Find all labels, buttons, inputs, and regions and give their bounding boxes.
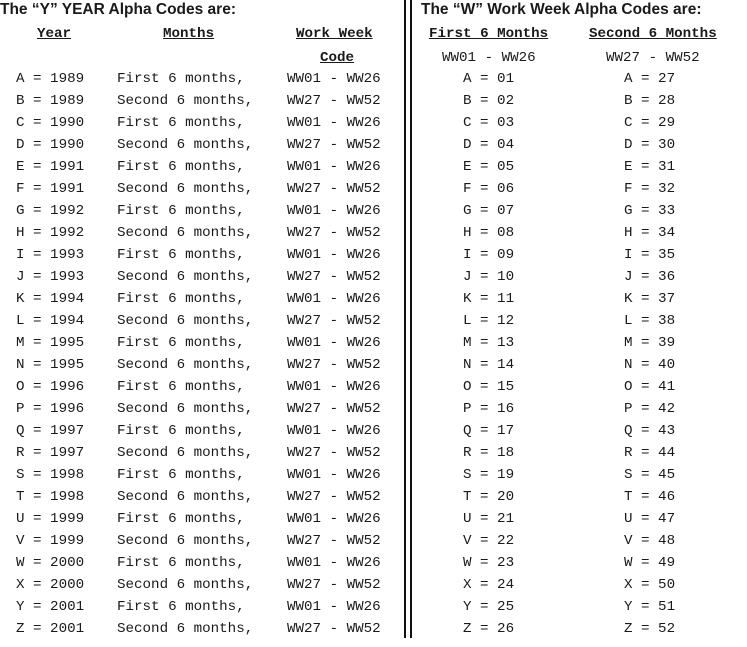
year-code-cell: U = 1999	[16, 511, 85, 527]
second-half-week-code-cell: N = 40	[624, 357, 676, 373]
work-week-range-cell: WW27 - WW52	[287, 401, 381, 417]
year-code-cell: Y = 2001	[16, 599, 85, 615]
year-codes-title: The “Y” YEAR Alpha Codes are:	[0, 1, 236, 18]
first-half-week-code-cell: S = 19	[463, 467, 515, 483]
year-code-cell: E = 1991	[16, 159, 85, 175]
first-half-week-code-cell: T = 20	[463, 489, 515, 505]
half-year-cell: Second 6 months,	[117, 225, 254, 241]
year-code-row	[0, 90, 402, 112]
year-code-row	[0, 332, 402, 354]
year-code-cell: G = 1992	[16, 203, 85, 219]
week-code-row	[418, 486, 747, 508]
week-code-row	[418, 398, 747, 420]
week-code-row	[418, 288, 747, 310]
year-code-row	[0, 486, 402, 508]
half-year-cell: Second 6 months,	[117, 621, 254, 637]
year-code-row	[0, 200, 402, 222]
year-code-row	[0, 266, 402, 288]
second-half-week-code-cell: E = 31	[624, 159, 676, 175]
work-week-range-cell: WW27 - WW52	[287, 621, 381, 637]
week-code-row	[418, 508, 747, 530]
year-code-cell: R = 1997	[16, 445, 85, 461]
first-half-week-code-cell: P = 16	[463, 401, 515, 417]
second-half-week-code-cell: M = 39	[624, 335, 676, 351]
second-half-week-code-cell: W = 49	[624, 555, 676, 571]
work-week-range-cell: WW01 - WW26	[287, 115, 381, 131]
week-code-row	[418, 244, 747, 266]
week-code-row	[418, 552, 747, 574]
year-code-cell: I = 1993	[16, 247, 85, 263]
first-half-week-code-cell: Q = 17	[463, 423, 515, 439]
half-year-cell: First 6 months,	[117, 379, 245, 395]
year-code-row	[0, 68, 402, 90]
half-year-cell: First 6 months,	[117, 555, 245, 571]
divider-line-left	[404, 0, 406, 638]
second-half-week-code-cell: Y = 51	[624, 599, 676, 615]
year-code-row	[0, 420, 402, 442]
half-year-cell: First 6 months,	[117, 115, 245, 131]
half-year-cell: Second 6 months,	[117, 357, 254, 373]
second-half-week-code-cell: I = 35	[624, 247, 676, 263]
work-week-range-cell: WW27 - WW52	[287, 445, 381, 461]
half-year-cell: First 6 months,	[117, 511, 245, 527]
week-code-row	[418, 420, 747, 442]
half-year-cell: Second 6 months,	[117, 445, 254, 461]
second-half-week-code-cell: Z = 52	[624, 621, 676, 637]
year-code-cell: D = 1990	[16, 137, 85, 153]
week-code-row	[418, 376, 747, 398]
work-week-range-cell: WW01 - WW26	[287, 247, 381, 263]
work-week-range-cell: WW27 - WW52	[287, 137, 381, 153]
year-code-row	[0, 618, 402, 640]
work-week-range-cell: WW01 - WW26	[287, 335, 381, 351]
year-code-cell: B = 1989	[16, 93, 85, 109]
second-range-label: WW27 - WW52	[606, 50, 700, 66]
half-year-cell: Second 6 months,	[117, 533, 254, 549]
year-code-row	[0, 310, 402, 332]
second-half-week-code-cell: G = 33	[624, 203, 676, 219]
year-column-header: Year	[37, 26, 72, 42]
work-week-range-cell: WW27 - WW52	[287, 357, 381, 373]
second-half-week-code-cell: S = 45	[624, 467, 676, 483]
second-half-week-code-cell: P = 42	[624, 401, 676, 417]
first-half-week-code-cell: R = 18	[463, 445, 515, 461]
half-year-cell: First 6 months,	[117, 247, 245, 263]
year-code-cell: L = 1994	[16, 313, 85, 329]
year-code-row	[0, 596, 402, 618]
year-code-row	[0, 134, 402, 156]
second-half-week-code-cell: D = 30	[624, 137, 676, 153]
second-half-week-code-cell: K = 37	[624, 291, 676, 307]
week-code-row	[418, 354, 747, 376]
week-code-row	[418, 68, 747, 90]
week-code-row	[418, 574, 747, 596]
first-half-week-code-cell: X = 24	[463, 577, 515, 593]
work-week-range-cell: WW27 - WW52	[287, 269, 381, 285]
work-week-range-cell: WW27 - WW52	[287, 533, 381, 549]
work-week-range-cell: WW01 - WW26	[287, 555, 381, 571]
year-code-cell: C = 1990	[16, 115, 85, 131]
year-code-row	[0, 574, 402, 596]
year-code-row	[0, 376, 402, 398]
year-code-row	[0, 156, 402, 178]
year-code-cell: V = 1999	[16, 533, 85, 549]
week-code-row	[418, 200, 747, 222]
first-half-week-code-cell: B = 02	[463, 93, 515, 109]
first-range-label: WW01 - WW26	[442, 50, 536, 66]
second-half-week-code-cell: A = 27	[624, 71, 676, 87]
work-week-range-cell: WW27 - WW52	[287, 313, 381, 329]
year-code-cell: X = 2000	[16, 577, 85, 593]
year-code-row	[0, 442, 402, 464]
half-year-cell: Second 6 months,	[117, 181, 254, 197]
second-half-week-code-cell: B = 28	[624, 93, 676, 109]
week-code-row	[418, 618, 747, 640]
half-year-cell: First 6 months,	[117, 71, 245, 87]
year-code-cell: M = 1995	[16, 335, 85, 351]
first-half-week-code-cell: N = 14	[463, 357, 515, 373]
year-code-row	[0, 508, 402, 530]
work-week-range-cell: WW01 - WW26	[287, 203, 381, 219]
half-year-cell: First 6 months,	[117, 203, 245, 219]
first-half-week-code-cell: D = 04	[463, 137, 515, 153]
week-code-row	[418, 222, 747, 244]
work-week-range-cell: WW27 - WW52	[287, 489, 381, 505]
year-code-cell: P = 1996	[16, 401, 85, 417]
second-six-months-header: Second 6 Months	[589, 26, 717, 42]
work-week-codes-table	[418, 0, 747, 647]
year-code-row	[0, 178, 402, 200]
first-half-week-code-cell: U = 21	[463, 511, 515, 527]
first-half-week-code-cell: H = 08	[463, 225, 515, 241]
year-code-row	[0, 552, 402, 574]
year-code-row	[0, 244, 402, 266]
half-year-cell: Second 6 months,	[117, 269, 254, 285]
year-code-cell: K = 1994	[16, 291, 85, 307]
year-code-cell: Q = 1997	[16, 423, 85, 439]
first-half-week-code-cell: G = 07	[463, 203, 515, 219]
half-year-cell: Second 6 months,	[117, 401, 254, 417]
work-week-range-cell: WW01 - WW26	[287, 379, 381, 395]
half-year-cell: Second 6 months,	[117, 137, 254, 153]
first-half-week-code-cell: V = 22	[463, 533, 515, 549]
year-code-row	[0, 464, 402, 486]
first-half-week-code-cell: A = 01	[463, 71, 515, 87]
first-six-months-header: First 6 Months	[429, 26, 549, 42]
week-code-row	[418, 266, 747, 288]
week-code-row	[418, 596, 747, 618]
week-code-row	[418, 310, 747, 332]
half-year-cell: Second 6 months,	[117, 489, 254, 505]
work-week-range-cell: WW01 - WW26	[287, 71, 381, 87]
year-code-cell: T = 1998	[16, 489, 85, 505]
year-code-row	[0, 112, 402, 134]
second-half-week-code-cell: O = 41	[624, 379, 676, 395]
half-year-cell: First 6 months,	[117, 291, 245, 307]
first-half-week-code-cell: F = 06	[463, 181, 515, 197]
week-code-row	[418, 178, 747, 200]
first-half-week-code-cell: L = 12	[463, 313, 515, 329]
half-year-cell: Second 6 months,	[117, 313, 254, 329]
year-code-row	[0, 398, 402, 420]
year-code-cell: A = 1989	[16, 71, 85, 87]
second-half-week-code-cell: U = 47	[624, 511, 676, 527]
first-half-week-code-cell: I = 09	[463, 247, 515, 263]
year-code-cell: O = 1996	[16, 379, 85, 395]
week-code-row	[418, 112, 747, 134]
work-week-range-cell: WW27 - WW52	[287, 181, 381, 197]
work-week-range-cell: WW01 - WW26	[287, 291, 381, 307]
work-week-codes-title: The “W” Work Week Alpha Codes are:	[421, 1, 702, 18]
half-year-cell: First 6 months,	[117, 159, 245, 175]
year-code-cell: W = 2000	[16, 555, 85, 571]
second-half-week-code-cell: H = 34	[624, 225, 676, 241]
work-week-range-cell: WW27 - WW52	[287, 577, 381, 593]
work-week-range-cell: WW01 - WW26	[287, 423, 381, 439]
week-code-row	[418, 442, 747, 464]
week-code-row	[418, 530, 747, 552]
week-code-row	[418, 332, 747, 354]
second-half-week-code-cell: T = 46	[624, 489, 676, 505]
divider-line-right	[410, 0, 412, 638]
months-column-header: Months	[163, 26, 215, 42]
work-week-range-cell: WW01 - WW26	[287, 511, 381, 527]
first-half-week-code-cell: J = 10	[463, 269, 515, 285]
work-week-range-cell: WW27 - WW52	[287, 93, 381, 109]
week-code-row	[418, 90, 747, 112]
first-half-week-code-cell: E = 05	[463, 159, 515, 175]
work-week-range-cell: WW01 - WW26	[287, 159, 381, 175]
code-column-header: Code	[320, 50, 355, 66]
first-half-week-code-cell: W = 23	[463, 555, 515, 571]
first-half-week-code-cell: Y = 25	[463, 599, 515, 615]
first-half-week-code-cell: M = 13	[463, 335, 515, 351]
first-half-week-code-cell: Z = 26	[463, 621, 515, 637]
second-half-week-code-cell: J = 36	[624, 269, 676, 285]
half-year-cell: First 6 months,	[117, 335, 245, 351]
second-half-week-code-cell: Q = 43	[624, 423, 676, 439]
year-code-cell: H = 1992	[16, 225, 85, 241]
second-half-week-code-cell: L = 38	[624, 313, 676, 329]
half-year-cell: Second 6 months,	[117, 577, 254, 593]
work-week-column-header: Work Week	[296, 26, 373, 42]
year-code-cell: S = 1998	[16, 467, 85, 483]
half-year-cell: First 6 months,	[117, 599, 245, 615]
year-code-cell: J = 1993	[16, 269, 85, 285]
second-half-week-code-cell: F = 32	[624, 181, 676, 197]
first-half-week-code-cell: K = 11	[463, 291, 515, 307]
first-half-week-code-cell: O = 15	[463, 379, 515, 395]
work-week-range-cell: WW01 - WW26	[287, 599, 381, 615]
year-code-row	[0, 354, 402, 376]
first-half-week-code-cell: C = 03	[463, 115, 515, 131]
half-year-cell: First 6 months,	[117, 423, 245, 439]
week-code-row	[418, 156, 747, 178]
work-week-range-cell: WW27 - WW52	[287, 225, 381, 241]
second-half-week-code-cell: R = 44	[624, 445, 676, 461]
year-code-row	[0, 222, 402, 244]
year-code-cell: N = 1995	[16, 357, 85, 373]
second-half-week-code-cell: X = 50	[624, 577, 676, 593]
year-code-row	[0, 530, 402, 552]
work-week-range-cell: WW01 - WW26	[287, 467, 381, 483]
year-code-cell: F = 1991	[16, 181, 85, 197]
week-code-row	[418, 134, 747, 156]
second-half-week-code-cell: C = 29	[624, 115, 676, 131]
week-code-row	[418, 464, 747, 486]
half-year-cell: Second 6 months,	[117, 93, 254, 109]
half-year-cell: First 6 months,	[117, 467, 245, 483]
second-half-week-code-cell: V = 48	[624, 533, 676, 549]
year-code-cell: Z = 2001	[16, 621, 85, 637]
year-code-row	[0, 288, 402, 310]
